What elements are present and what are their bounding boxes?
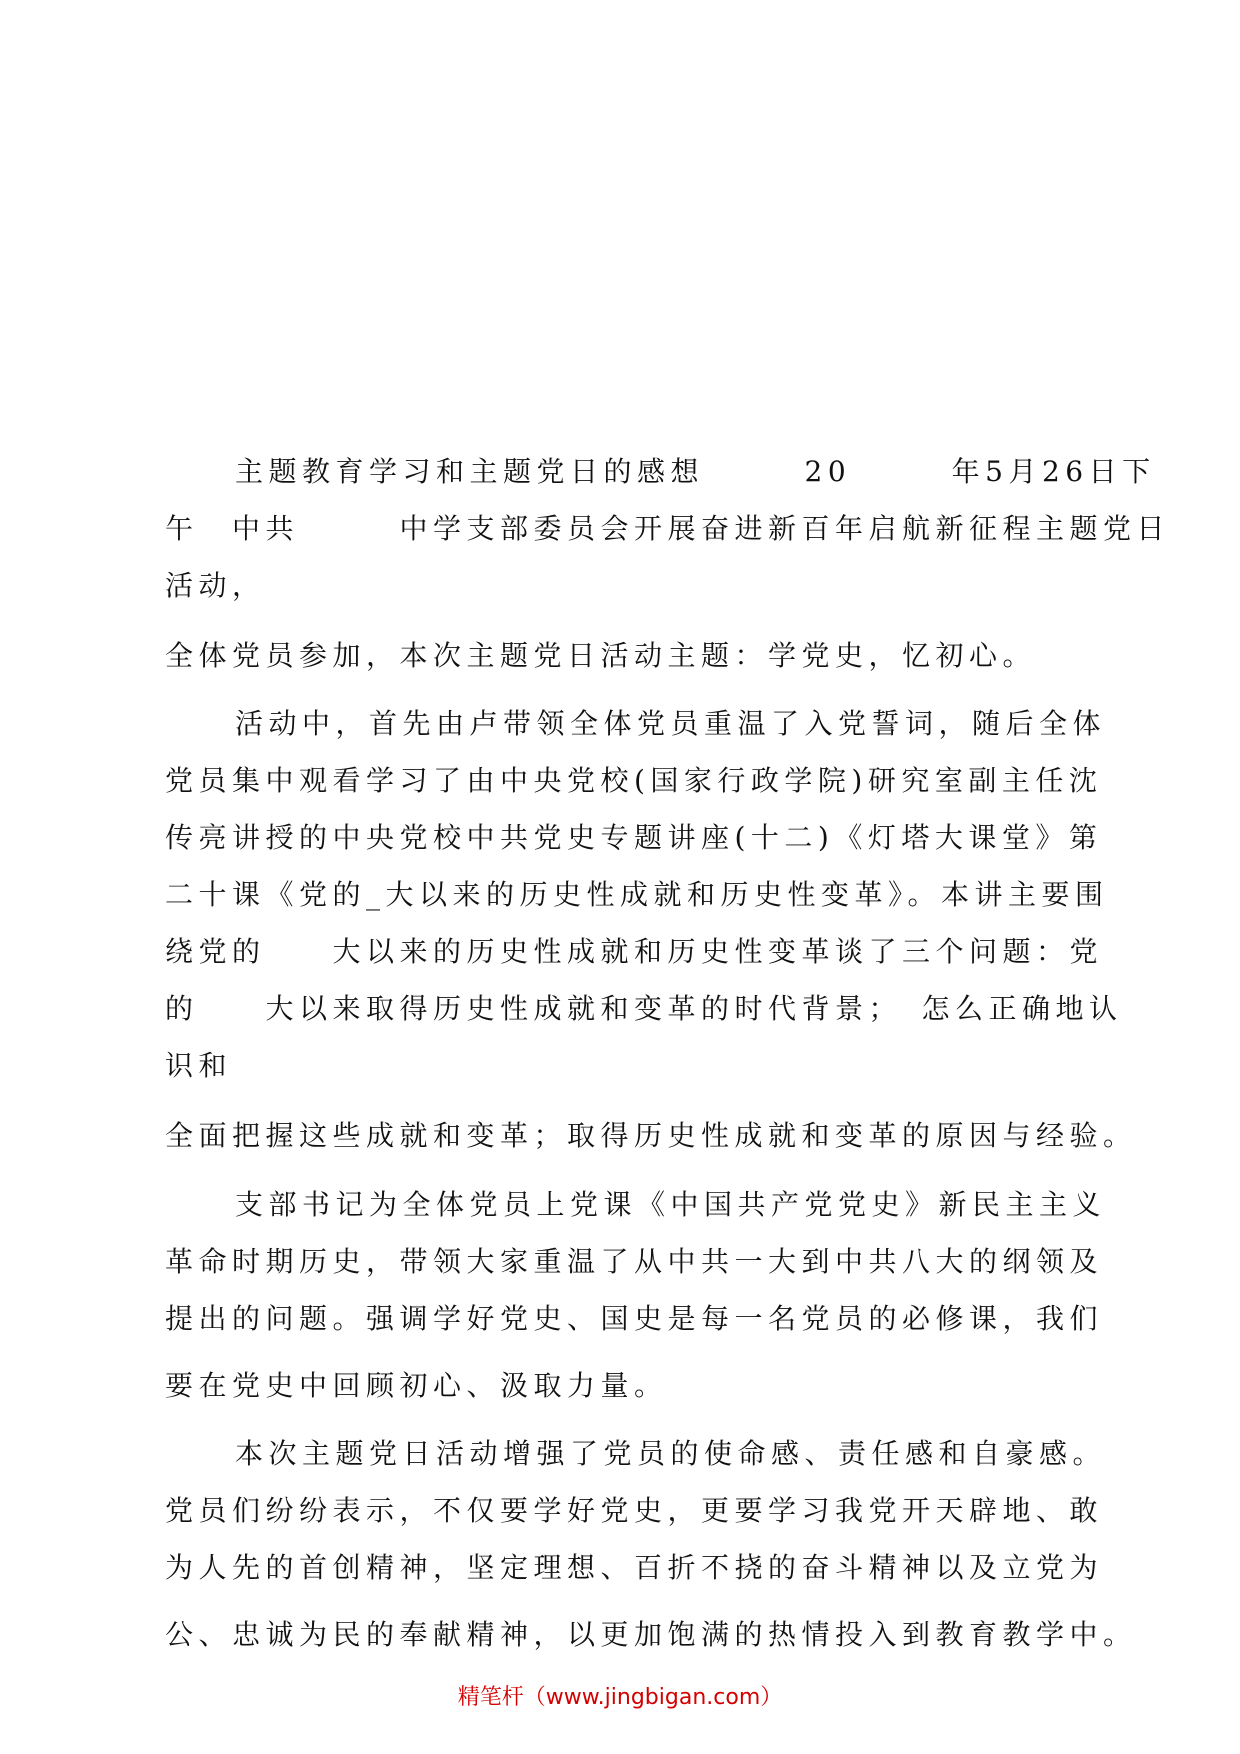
text-line: 支部书记为全体党员上党课《中国共产党党史》新民主主义 xyxy=(235,1188,1107,1221)
text-line: 二十课《党的_大以来的历史性成就和历史性变革》。本讲主要围 xyxy=(165,878,1109,911)
text-line: 为人先的首创精神，坚定理想、百折不挠的奋斗精神以及立党为 xyxy=(165,1551,1104,1584)
text-line: 提出的问题。强调学好党史、国史是每一名党员的必修课，我们 xyxy=(165,1302,1104,1335)
text-line: 活动， xyxy=(165,569,266,602)
text-line: 午 中共 中学支部委员会开展奋进新百年启航新征程主题党日 xyxy=(165,512,1171,545)
text-line: 要在党史中回顾初心、汲取力量。 xyxy=(165,1369,668,1402)
text-line: 本次主题党日活动增强了党员的使命感、责任感和自豪感。 xyxy=(235,1437,1107,1470)
text-line: 全面把握这些成就和变革；取得历史性成就和变革的原因与经验。 xyxy=(165,1119,1137,1152)
text-line: 革命时期历史，带领大家重温了从中共一大到中共八大的纲领及 xyxy=(165,1245,1104,1278)
text-line: 的 大以来取得历史性成就和变革的时代背景； 怎么正确地认 xyxy=(165,992,1123,1025)
text-line: 主题教育学习和主题党日的感想 20 年5月26日下 xyxy=(235,455,1156,488)
text-line: 全体党员参加，本次主题党日活动主题：学党史，忆初心。 xyxy=(165,639,1037,672)
text-line: 传亮讲授的中央党校中共党史专题讲座(十二)《灯塔大课堂》第 xyxy=(165,821,1103,854)
footer-watermark: 精笔杆（www.jingbigan.com） xyxy=(457,1685,783,1710)
text-line: 绕党的 大以来的历史性成就和历史性变革谈了三个问题：党 xyxy=(165,935,1104,968)
text-line: 公、忠诚为民的奉献精神，以更加饱满的热情投入到教育教学中。 xyxy=(165,1618,1137,1651)
text-line: 党员们纷纷表示，不仅要学好党史，更要学习我党开天辟地、敢 xyxy=(165,1494,1104,1527)
text-line: 识和 xyxy=(165,1049,233,1082)
text-line: 活动中，首先由卢带领全体党员重温了入党誓词，随后全体 xyxy=(235,707,1107,740)
text-line: 党员集中观看学习了由中央党校(国家行政学院)研究室副主任沈 xyxy=(165,764,1103,797)
